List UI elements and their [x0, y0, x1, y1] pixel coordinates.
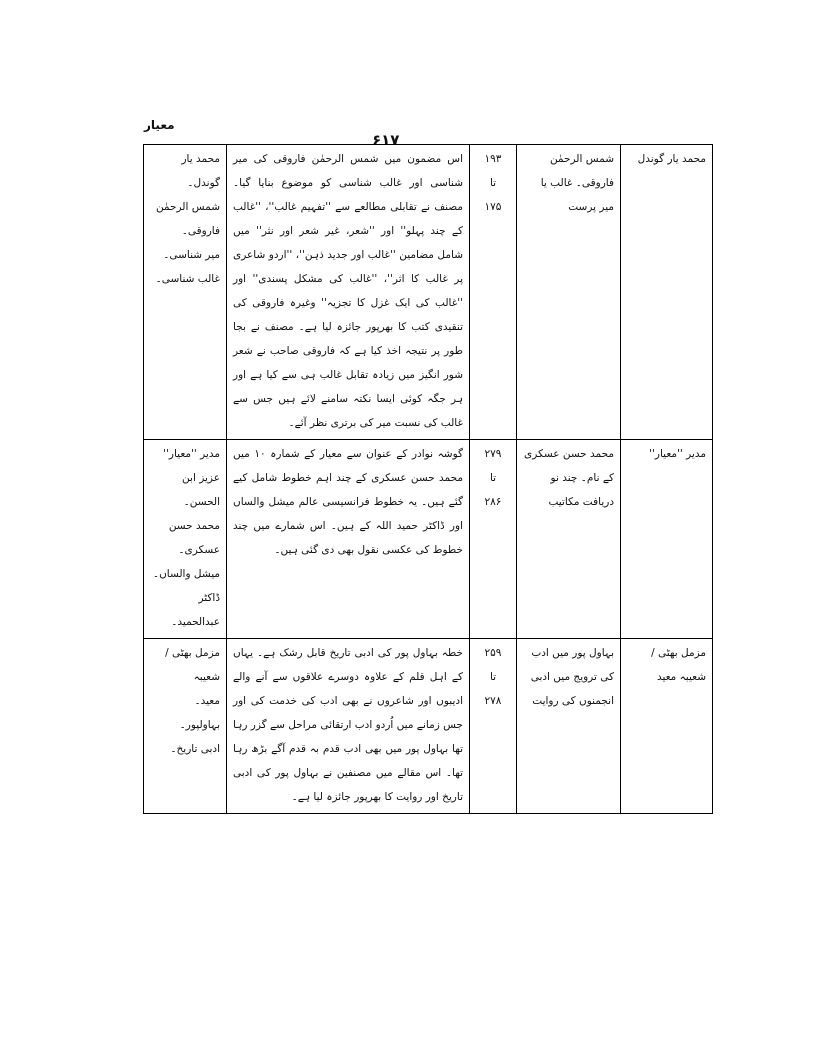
keywords-cell	[144, 440, 227, 639]
keyword: معید۔	[194, 695, 220, 707]
page-end: ۲۸۶	[484, 496, 502, 508]
page-start: ۱۹۳	[484, 153, 502, 165]
title-cell: محمد حسن عسکری کے نام۔ چند نو دریافت مکاتیب	[517, 440, 621, 639]
title-cell: بہاول پور میں ادب کی ترویج میں ادبی انجمنوں کی روایت	[517, 639, 621, 814]
keyword: میر شناسی۔	[163, 249, 220, 261]
summary-cell: گوشہ نوادر کے عنوان سے معیار کے شمارہ ۱۰ میں محمد حسن عسکری کے چند اہم خطوط شامل کیے گئے ہیں۔ یہ خطوط فرانسیسی عالم میشل والساں اور ڈاکٹر حمید اللہ کے ہیں۔ اس شمارے میں چند خطوط کی عکسی نقول بھی دی گئی ہیں۔	[227, 440, 470, 639]
keyword: میشل والساں۔	[152, 568, 220, 580]
page-to: تا	[489, 177, 497, 189]
page-to: تا	[489, 671, 497, 683]
page-end: ۲۷۸	[484, 695, 502, 707]
pages-cell	[470, 145, 517, 440]
table-row	[144, 145, 713, 440]
page-start: ۲۵۹	[484, 647, 502, 659]
keyword: فاروقی۔	[181, 225, 220, 237]
page-end: ۱۷۵	[484, 201, 502, 213]
pages-cell	[470, 440, 517, 639]
table-row	[144, 440, 713, 639]
author-cell: محمد یار گوندل	[621, 145, 713, 440]
author-cell: مزمل بھٹی / شعیبہ معید	[621, 639, 713, 814]
keyword: ڈاکٹر عبدالحمید۔	[171, 592, 220, 628]
page-start: ۲۷۹	[484, 448, 502, 460]
keyword: مزمل بھٹی / شعیبہ	[165, 647, 220, 683]
keyword: غالب شناسی۔	[155, 273, 220, 285]
keyword: عزیز ابن الحسن۔	[182, 472, 220, 508]
article-index-table	[143, 144, 713, 814]
keyword: محمد حسن عسکری۔	[168, 520, 220, 556]
summary-cell: اس مضمون میں شمس الرحمٰن فاروقی کی میر شناسی اور غالب شناسی کو موضوع بنایا گیا۔ مصنف نے تقابلی مطالعے سے ''تفہیم غالب''، ''غالب کے چند پہلو'' اور ''شعر، غیر شعر اور نثر'' میں شامل مضامین ''غالب اور جدید ذہن''، ''اردو شاعری پر غالب کا اثر''، ''غالب کی مشکل پسندی'' اور ''غالب کی ایک غزل کا تجزیہ'' وغیرہ فاروقی کی تنقیدی کتب کا بھرپور جائزہ لیا ہے۔ مصنف نے بجا طور پر نتیجہ اخذ کیا ہے کہ فاروقی صاحب نے شعر شور انگیز میں زیادہ تقابل غالب ہی سے کیا ہے اور ہر جگہ کوئی ایسا نکتہ سامنے لائے ہیں جس سے غالب کی نسبت میر کی برتری نظر آئے۔	[227, 145, 470, 440]
pages-cell	[470, 639, 517, 814]
table-row	[144, 639, 713, 814]
keyword: ادبی تاریخ۔	[170, 743, 220, 755]
author-cell: مدیر ''معیار''	[621, 440, 713, 639]
keywords-cell	[144, 145, 227, 440]
keyword: محمد یار گوندل۔	[181, 153, 220, 189]
page-to: تا	[489, 472, 497, 484]
journal-name: معیار	[144, 118, 175, 132]
keyword: بہاولپور۔	[179, 719, 220, 731]
page-number: ۶۱۷	[372, 131, 400, 149]
summary-cell: خطہ بہاول پور کی ادبی تاریخ قابل رشک ہے۔ یہاں کے اہل قلم کے علاوہ دوسرے علاقوں سے آنے والے ادیبوں اور شاعروں نے بھی ادب کی خدمت کی اور جس زمانے میں اُردو ادب ارتقائی مراحل سے گزر رہا تھا بہاول پور میں بھی ادب قدم بہ قدم آگے بڑھ رہا تھا۔ اس مقالے میں مصنفین نے بہاول پور کی ادبی تاریخ اور روایت کا بھرپور جائزہ لیا ہے۔	[227, 639, 470, 814]
keyword: مدیر ''معیار''	[163, 448, 220, 460]
keyword: شمس الرحمٰن	[155, 201, 220, 213]
title-cell: شمس الرحمٰن فاروقی۔ غالب یا میر پرست	[517, 145, 621, 440]
keywords-cell	[144, 639, 227, 814]
